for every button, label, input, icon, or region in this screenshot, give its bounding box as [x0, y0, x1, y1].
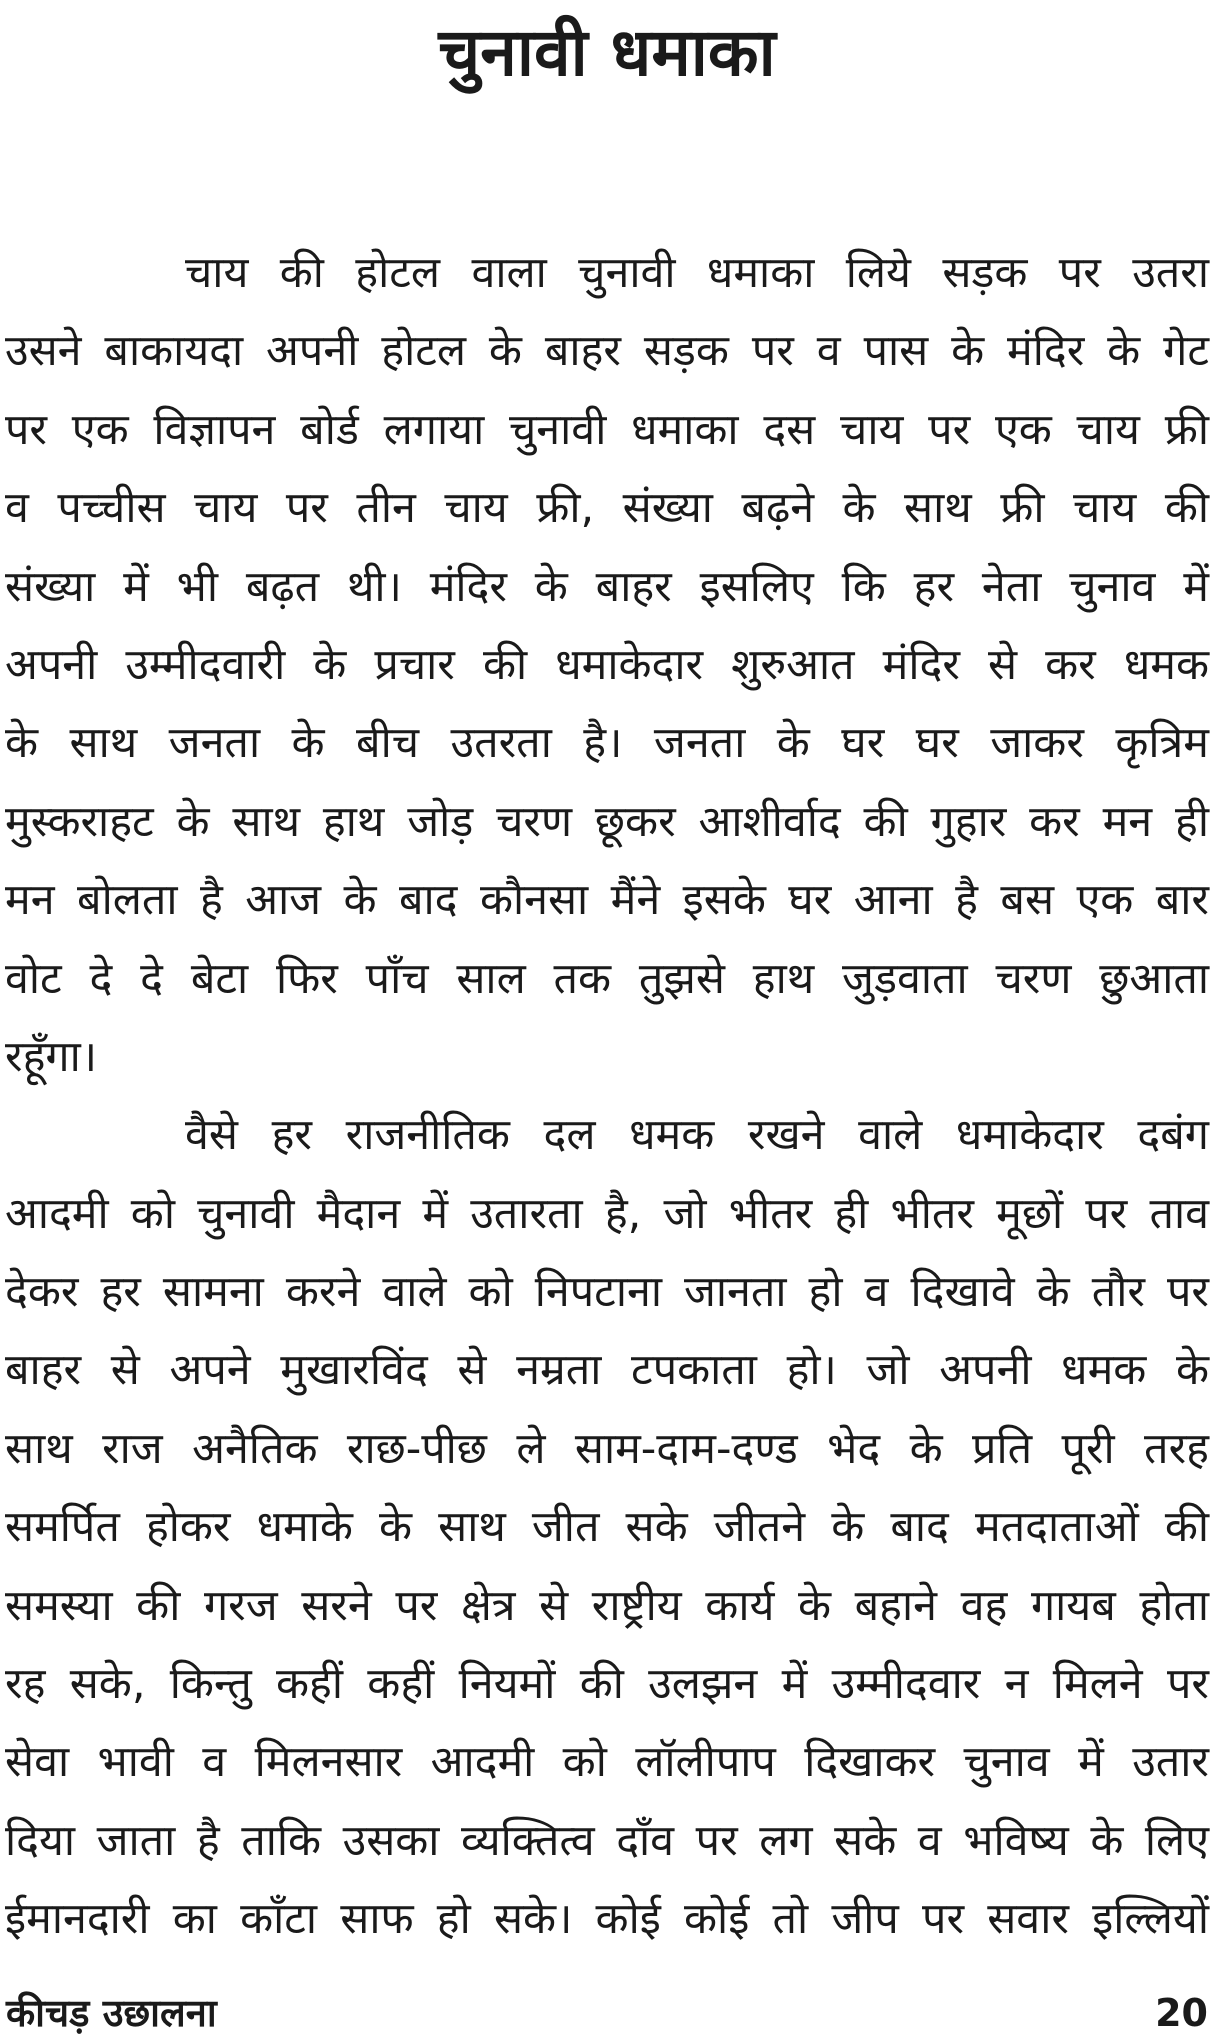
page-title: चुनावी धमाका [438, 14, 776, 91]
text-line: बाहर से अपने मुखारविंद से नम्रता टपकाता हो। जो अपनी धमक के [5, 1345, 1209, 1396]
text-line: आदमी को चुनावी मैदान में उतारता है, जो भीतर ही भीतर मूछों पर ताव [5, 1188, 1209, 1239]
text-line: चाय की होटल वाला चुनावी धमाका लिये सड़क पर उतरा [185, 248, 1209, 298]
text-line: उसने बाकायदा अपनी होटल के बाहर सड़क पर व पास के मंदिर के गेट [5, 326, 1209, 377]
text-line: साथ राज अनैतिक राछ-पीछ ले साम-दाम-दण्ड भेद के प्रति पूरी तरह [5, 1423, 1209, 1474]
text-line: व पच्चीस चाय पर तीन चाय फ्री, संख्या बढ़ने के साथ फ्री चाय की [5, 483, 1209, 534]
text-line: समस्या की गरज सरने पर क्षेत्र से राष्ट्रीय कार्य के बहाने वह गायब होता [5, 1580, 1209, 1631]
footer-book-title: कीचड़ उछालना [6, 1991, 217, 2035]
text-line: समर्पित होकर धमाके के साथ जीत सके जीतने के बाद मतदाताओं की [5, 1502, 1209, 1553]
text-line: ईमानदारी का काँटा साफ हो सके। कोई कोई तो जीप पर सवार इल्लियों [5, 1894, 1209, 1945]
text-line: मुस्कराहट के साथ हाथ जोड़ चरण छूकर आशीर्वाद की गुहार कर मन ही [5, 796, 1209, 847]
text-line: सेवा भावी व मिलनसार आदमी को लॉलीपाप दिखाकर चुनाव में उतार [5, 1737, 1209, 1788]
page-number: 20 [1155, 1991, 1208, 2035]
text-line: मन बोलता है आज के बाद कौनसा मैंने इसके घर आना है बस एक बार [5, 875, 1209, 926]
text-line: देकर हर सामना करने वाले को निपटाना जानता हो व दिखावे के तौर पर [5, 1267, 1209, 1318]
text-line: रहूँगा। [5, 1031, 98, 1082]
text-line: संख्या में भी बढ़त थी। मंदिर के बाहर इसलिए कि हर नेता चुनाव में [5, 561, 1209, 612]
text-line: पर एक विज्ञापन बोर्ड लगाया चुनावी धमाका दस चाय पर एक चाय फ्री [5, 404, 1209, 455]
text-line: के साथ जनता के बीच उतरता है। जनता के घर घर जाकर कृत्रिम [5, 718, 1209, 769]
page-footer [0, 1986, 1214, 2040]
text-line: वैसे हर राजनीतिक दल धमक रखने वाले धमाकेदार दबंग [185, 1110, 1209, 1161]
text-line: रह सके, किन्तु कहीं कहीं नियमों की उलझन में उम्मीदवार न मिलने पर [5, 1659, 1209, 1710]
text-line: दिया जाता है ताकि उसका व्यक्तित्व दाँव पर लग सके व भविष्य के लिए [5, 1815, 1209, 1866]
text-line: वोट दे दे बेटा फिर पाँच साल तक तुझसे हाथ जुड़वाता चरण छुआता [5, 953, 1209, 1004]
text-line: अपनी उम्मीदवारी के प्रचार की धमाकेदार शुरुआत मंदिर से कर धमक [5, 639, 1209, 690]
body-text [5, 234, 1209, 1959]
